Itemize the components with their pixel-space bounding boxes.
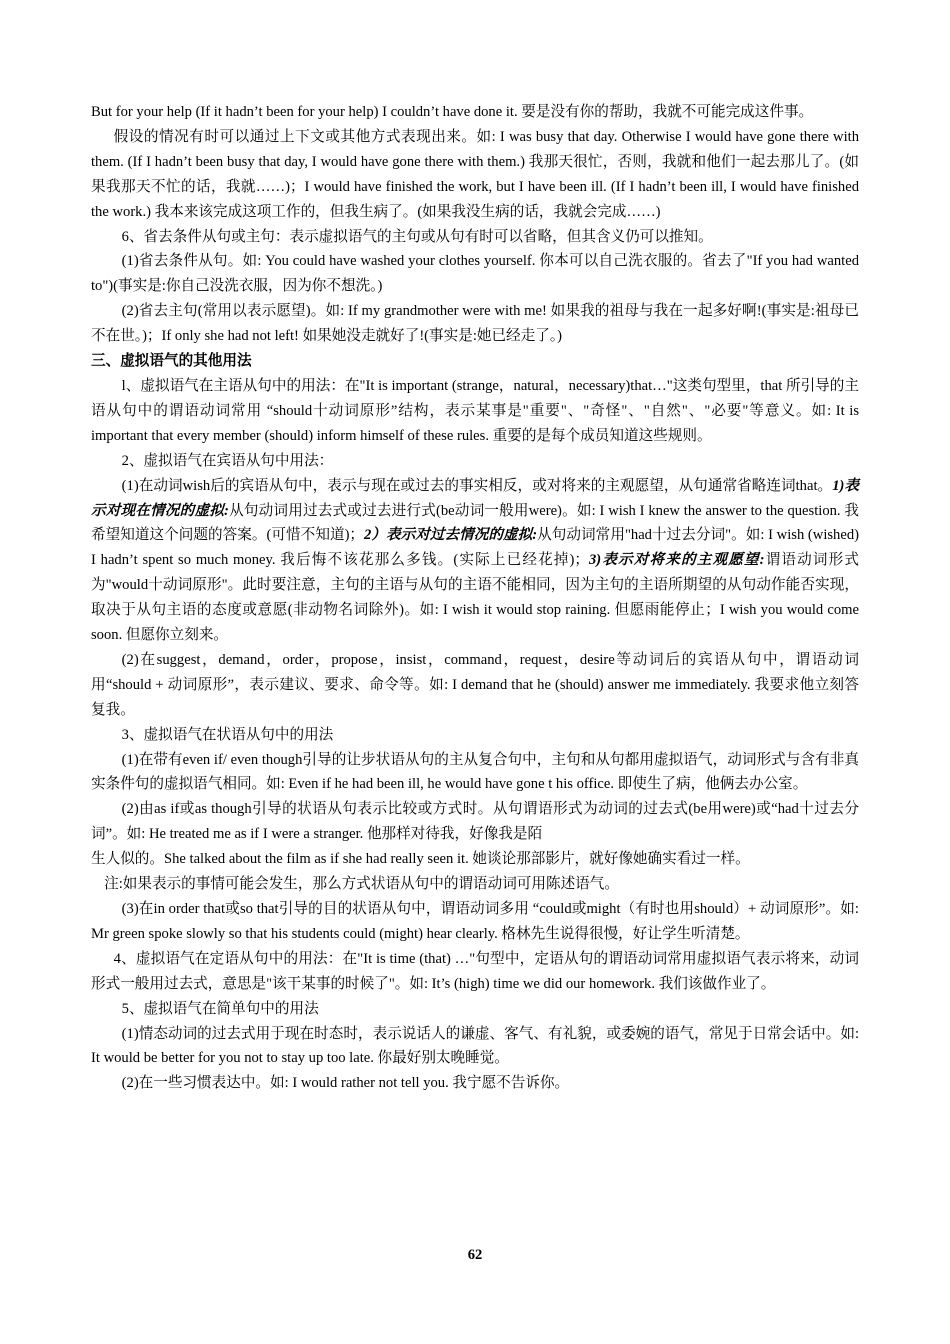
paragraph: (3)在in order that或so that引导的目的状语从句中，谓语动词多用 “could或might（有时也用should）+ 动词原形”。如: Mr green spoke slowly so that his students could (might) hear clearly. 格林先生说得很慢，好让学生听清楚。 — [91, 901, 859, 942]
paragraph-text: 从句动词常用"had十过去分词"。如: I wish (wished) I hadn’t spent so much money. 我后悔不该花那么多钱。(实际上已经花掉)； — [91, 527, 859, 569]
paragraph: 2、虚拟语气在宾语从句中用法： — [121, 452, 334, 469]
paragraph: 6、省去条件从句或主句：表示虚拟语气的主句或从句有时可以省略，但其含义仍可以推知。 — [121, 228, 713, 245]
paragraph-text: (1)在动词wish后的宾语从句中，表示与现在或过去的事实相反，或对将来的主观愿望，从句通常省略连词that。 — [121, 477, 833, 494]
paragraph: 生人似的。She talked about the film as if she had really seen it. 她谈论那部影片，就好像她确实看过一样。 — [91, 851, 750, 868]
paragraph-text: 从句动词用过去式或过去进行式(be动词一般用were)。如: I wish I knew the answer to the question. 我希望知道这个问题的答案。(可惜不知道)； — [91, 502, 859, 544]
paragraph: (2)在suggest，demand，order，propose，insist，command，request，desire等动词后的宾语从句中，谓语动词用“should + 动词原形”，表示建议、要求、命令等。如: I demand that he (should) answer me immediately. 我要求他立刻答复我。 — [91, 651, 859, 718]
paragraph: (2)省去主句(常用以表示愿望)。如: If my grandmother were with me! 如果我的祖母与我在一起多好啊!(事实是:祖母已不在世。)；If only she had not left! 如果她没走就好了!(事实是:她已经走了。) — [91, 303, 859, 345]
paragraph: 假设的情况有时可以通过上下文或其他方式表现出来。如: I was busy that day. Otherwise I would have gone there with them. (If I hadn’t been busy that day, I would have gone there with them.) 我那天很忙，否则，我就和他们一起去那儿了。(如果我那天不忙的话，我就……)；I would have finished the work, but I have been ill. (If I hadn’t been ill, I would have finished the work.) 我本来该完成这项工作的，但我生病了。(如果我没生病的话，我就会完成……) — [91, 128, 859, 220]
page-number: 62 — [467, 1247, 483, 1263]
document-body — [91, 100, 859, 1096]
paragraph: 4、虚拟语气在定语从句中的用法：在"It is time (that) …"句型中，定语从句的谓语动词常用虚拟语气表示将来，动词形式一般用过去式，意思是"该干某事的时候了"。如: It’s (high) time we did our homework. 我们该做作业了。 — [91, 950, 859, 992]
paragraph: (2)由as if或as though引导的状语从句表示比较或方式时。从句谓语形式为动词的过去式(be用were)或“had十过去分词”。如: He treated me as if I were a stranger. 他那样对待我，好像我是陌 — [91, 801, 859, 843]
paragraph: 3、虚拟语气在状语从句中的用法 — [121, 726, 334, 743]
emphasis-label: 3)表示对将来的主观愿望: — [589, 552, 765, 569]
paragraph: (1)情态动词的过去式用于现在时态时，表示说话人的谦虚、客气、有礼貌，或委婉的语气，常见于日常会话中。如: It would be better for you not to stay up too late. 你最好别太晚睡觉。 — [91, 1025, 859, 1067]
paragraph: (1)在带有even if/ even though引导的让步状语从句的主从复合句中，主句和从句都用虚拟语气，动词形式与含有非真实条件句的虚拟语气相同。如: Even if he had been ill, he would have gone t his office. 即使生了病，他俩去办公室。 — [91, 751, 859, 793]
emphasis-label: 2）表示对过去情况的虚拟: — [364, 527, 538, 544]
paragraph: 注:如果表示的事情可能会发生，那么方式状语从句中的谓语动词可用陈述语气。 — [104, 876, 619, 893]
section-heading: 三、虚拟语气的其他用法 — [91, 353, 252, 370]
paragraph: l、虚拟语气在主语从句中的用法：在"It is important (strange，natural，necessary)that…"这类句型里，that 所引导的主语从句中的谓语动词常用 “should十动词原形”结构，表示某事是"重要"、"奇怪"、"自然"、"必要"等意义。如: It is important that every member (should) inform himself of these rules. 重要的是每个成员知道这些规则。 — [91, 377, 859, 444]
emphasis-label: 1)表示对现在情况的虚拟: — [91, 477, 859, 519]
paragraph: 5、虚拟语气在简单句中的用法 — [121, 1000, 319, 1017]
paragraph: (1)省去条件从句。如: You could have washed your clothes yourself. 你本可以自己洗衣服的。省去了"If you had wanted to")(事实是:你自己没洗衣服，因为你不想洗。) — [91, 253, 859, 295]
paragraph-text: 谓语动词形式为"would十动词原形"。此时要注意，主句的主语与从句的主语不能相同，因为主句的主语所期望的从句动作能否实现，取决于从句主语的态度或意愿(非动物名词除外)。如: I wish it would stop raining. 但愿雨能停止；I wish you would come soon. 但愿你立刻来。 — [91, 552, 859, 644]
paragraph — [91, 474, 859, 648]
paragraph: (2)在一些习惯表达中。如: I would rather not tell you. 我宁愿不告诉你。 — [121, 1075, 570, 1092]
paragraph: But for your help (If it hadn’t been for your help) I couldn’t have done it. 要是没有你的帮助，我就不可能完成这件事。 — [91, 104, 814, 120]
